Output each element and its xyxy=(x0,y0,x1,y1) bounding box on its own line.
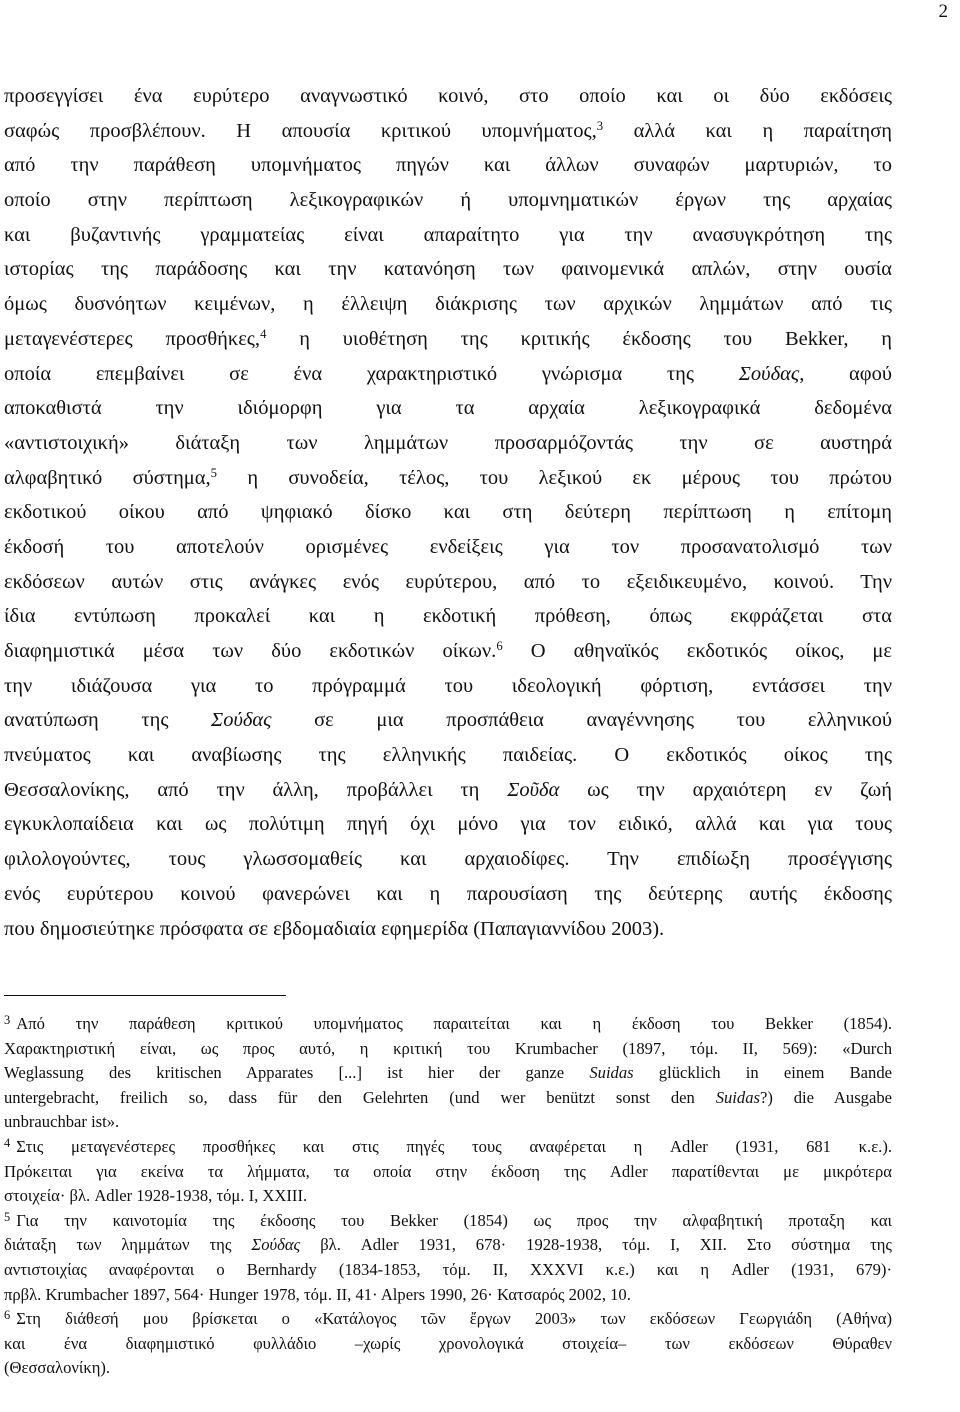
footnote-5: $^5$ Για την καινοτομία της έκδοσης του Bekker (1854) ως προς την αλφαβητική προταξη και xyxy=(4,1209,892,1230)
footnote-mark: 5 xyxy=(4,1209,11,1224)
footnote-line: Weglassung des kritischen Apparates [...] ist hier der ganze Suidas glücklich in einem Bande xyxy=(4,1063,893,1083)
text-line: οποία επεμβαίνει σε ένα χαρακτηριστικό γνώρισμα της Σούδας, αφού xyxy=(4,362,892,385)
text-line: όμως δυσνόητων κειμένων, η έλλειψη διάκρισης των αρχικών λημμάτων από τις xyxy=(4,293,892,316)
text-line: που δημοσιεύτηκε πρόσφατα σε εβδομαδιαία εφημερίδα (Παπαγιαννίδου 2003). xyxy=(4,917,665,940)
text-line: εκδόσεων αυτών στις ανάγκες ενός ευρύτερου, από το εξειδικευμένο, κοινού. Την xyxy=(4,570,892,593)
text-line: εγκυκλοπαίδεια και ως πολύτιμη πηγή όχι μόνο για τον ειδικό, αλλά και για τους xyxy=(4,813,892,836)
text-line: εκδοτικού οίκου από ψηφιακό δίσκο και στη δεύτερη περίπτωση η επίτομη xyxy=(4,501,892,524)
text-line: αλφαβητικό σύστημα,$^5$ η συνοδεία, τέλος, του λεξικού εκ μέρους του πρώτου xyxy=(4,465,892,489)
footnote-line: και ένα διαφημιστικό φυλλάδιο –χωρίς χρονολογικά στοιχεία– των εκδόσεων Θύραθεν xyxy=(4,1333,892,1353)
footnote-line: unbrauchbar ist». xyxy=(4,1112,120,1132)
footnote-mark: 3 xyxy=(4,1013,11,1028)
page-number: 2 xyxy=(938,1,948,22)
text-line: προσεγγίσει ένα ευρύτερο αναγνωστικό κοινό, στο οποίο και οι δύο εκδόσεις xyxy=(4,85,892,107)
footnote-3: $^3$ Από την παράθεση κριτικού υπομνήματος παραιτείται και η έκδοση του Bekker (1854). xyxy=(4,1013,892,1033)
text-line: την ιδιάζουσα για το πρόγραμμά του ιδεολογική φόρτιση, εντάσσει την xyxy=(4,674,892,697)
footnote-ref-3[interactable]: 3 xyxy=(596,118,604,133)
footnote-ref-4[interactable]: 4 xyxy=(260,326,267,341)
text-line: μεταγενέστερες προσθήκες,$^4$ η υιοθέτηση της κριτικής έκδοσης του Bekker, η xyxy=(4,326,893,350)
text-line: ιστορίας της παράδοσης και την κατανόηση των φαινομενικά απλών, στην ουσία xyxy=(4,258,892,281)
text-line: ανατύπωση της Σούδας σε μια προσπάθεια αναγέννησης του ελληνικού xyxy=(4,709,892,732)
footnote-mark: 6 xyxy=(4,1308,11,1323)
footnote-line: πρβλ. Krumbacher 1897, 564· Hunger 1978, τόμ. II, 41· Alpers 1990, 26· Κατσαρός 2002, 10. xyxy=(4,1284,631,1304)
text-line: σαφώς προσβλέπουν. Η απουσία κριτικού υπομνήματος,$^3$ αλλά και η παραίτηση xyxy=(4,118,893,142)
footnote-line: untergebracht, freilich so, dass für den Gelehrten (und wer benützt sonst den Suidas?) die Ausgabe xyxy=(4,1087,892,1107)
text-line: διαφημιστικά μέσα των δύο εκδοτικών οίκων.$^6$ Ο αθηναϊκός εκδοτικός οίκος, με xyxy=(4,639,892,662)
text-line: αποκαθιστά την ιδιόμορφη για τα αρχαία λεξικογραφικά δεδομένα xyxy=(4,397,892,420)
footnote-line: Πρόκειται για εκείνα τα λήμματα, τα οποία στην έκδοση της Adler παρατίθενται με μικρότερα xyxy=(4,1161,892,1181)
footnote-line: στοιχεία· βλ. Adler 1928-1938, τόμ. I, XXIII. xyxy=(4,1186,308,1206)
footnote-6: $^6$ Στη διάθεσή μου βρίσκεται ο «Κατάλογος τῶν ἔργων 2003» των εκδόσεων Γεωργιάδη (Αθήνα) xyxy=(4,1308,892,1329)
footnotes xyxy=(4,1012,892,1381)
main-paragraph xyxy=(4,79,892,946)
footnote-line: (Θεσσαλονίκη). xyxy=(4,1358,111,1378)
footnote-line: Χαρακτηριστική είναι, ως προς αυτό, η κριτική του Krumbacher (1897, τόμ. II, 569): «Durch xyxy=(4,1038,892,1058)
text-line: φιλολογούντες, τους γλωσσομαθείς και αρχαιοδίφες. Την επιδίωξη προσέγγισης xyxy=(4,848,892,871)
footnote-mark: 4 xyxy=(4,1136,11,1150)
text-line: ενός ευρύτερου κοινού φανερώνει και η παρουσίαση της δεύτερης αυτής έκδοσης xyxy=(4,882,892,905)
text-line: οποίο στην περίπτωση λεξικογραφικών ή υπομνηματικών έργων της αρχαίας xyxy=(4,189,892,212)
footnote-ref-5[interactable]: 5 xyxy=(210,465,218,480)
text-line: πνεύματος και αναβίωσης της ελληνικής παιδείας. Ο εκδοτικός οίκος της xyxy=(4,744,892,767)
footnote-4: $^4$ Στις μεταγενέστερες προσθήκες και στις πηγές τους αναφέρεται η Adler (1931, 681 κ.ε.). xyxy=(4,1136,892,1156)
footnote-line: αντιστοιχίας αναφέρονται ο Bernhardy (1834-1853, τόμ. II, XXXVI κ.ε.) και η Adler (1931, 679)· xyxy=(4,1259,892,1279)
footnote-ref-6[interactable]: 6 xyxy=(496,639,503,654)
text-line: ίδια εντύπωση προκαλεί και η εκδοτική πρόθεση, όπως εκφράζεται στα xyxy=(4,605,892,628)
text-line: από την παράθεση υπομνήματος πηγών και άλλων συναφών μαρτυριών, το xyxy=(4,154,892,177)
text-line: «αντιστοιχική» διάταξη των λημμάτων προσαρμόζοντάς την σε αυστηρά xyxy=(4,431,892,454)
footnote-separator xyxy=(4,995,286,996)
text-line: έκδοσή του αποτελούν ορισμένες ενδείξεις για τον προσανατολισμό των xyxy=(4,535,892,558)
footnote-line: διάταξη των λημμάτων της Σούδας βλ. Adler 1931, 678· 1928-1938, τόμ. I, XII. Στο σύστημα της xyxy=(4,1235,892,1255)
text-line: Θεσσαλονίκης, από την άλλη, προβάλλει τη Σοῦδα ως την αρχαιότερη εν ζωή xyxy=(4,778,892,801)
text-line: και βυζαντινής γραμματείας είναι απαραίτητο για την ανασυγκρότηση της xyxy=(4,223,892,246)
